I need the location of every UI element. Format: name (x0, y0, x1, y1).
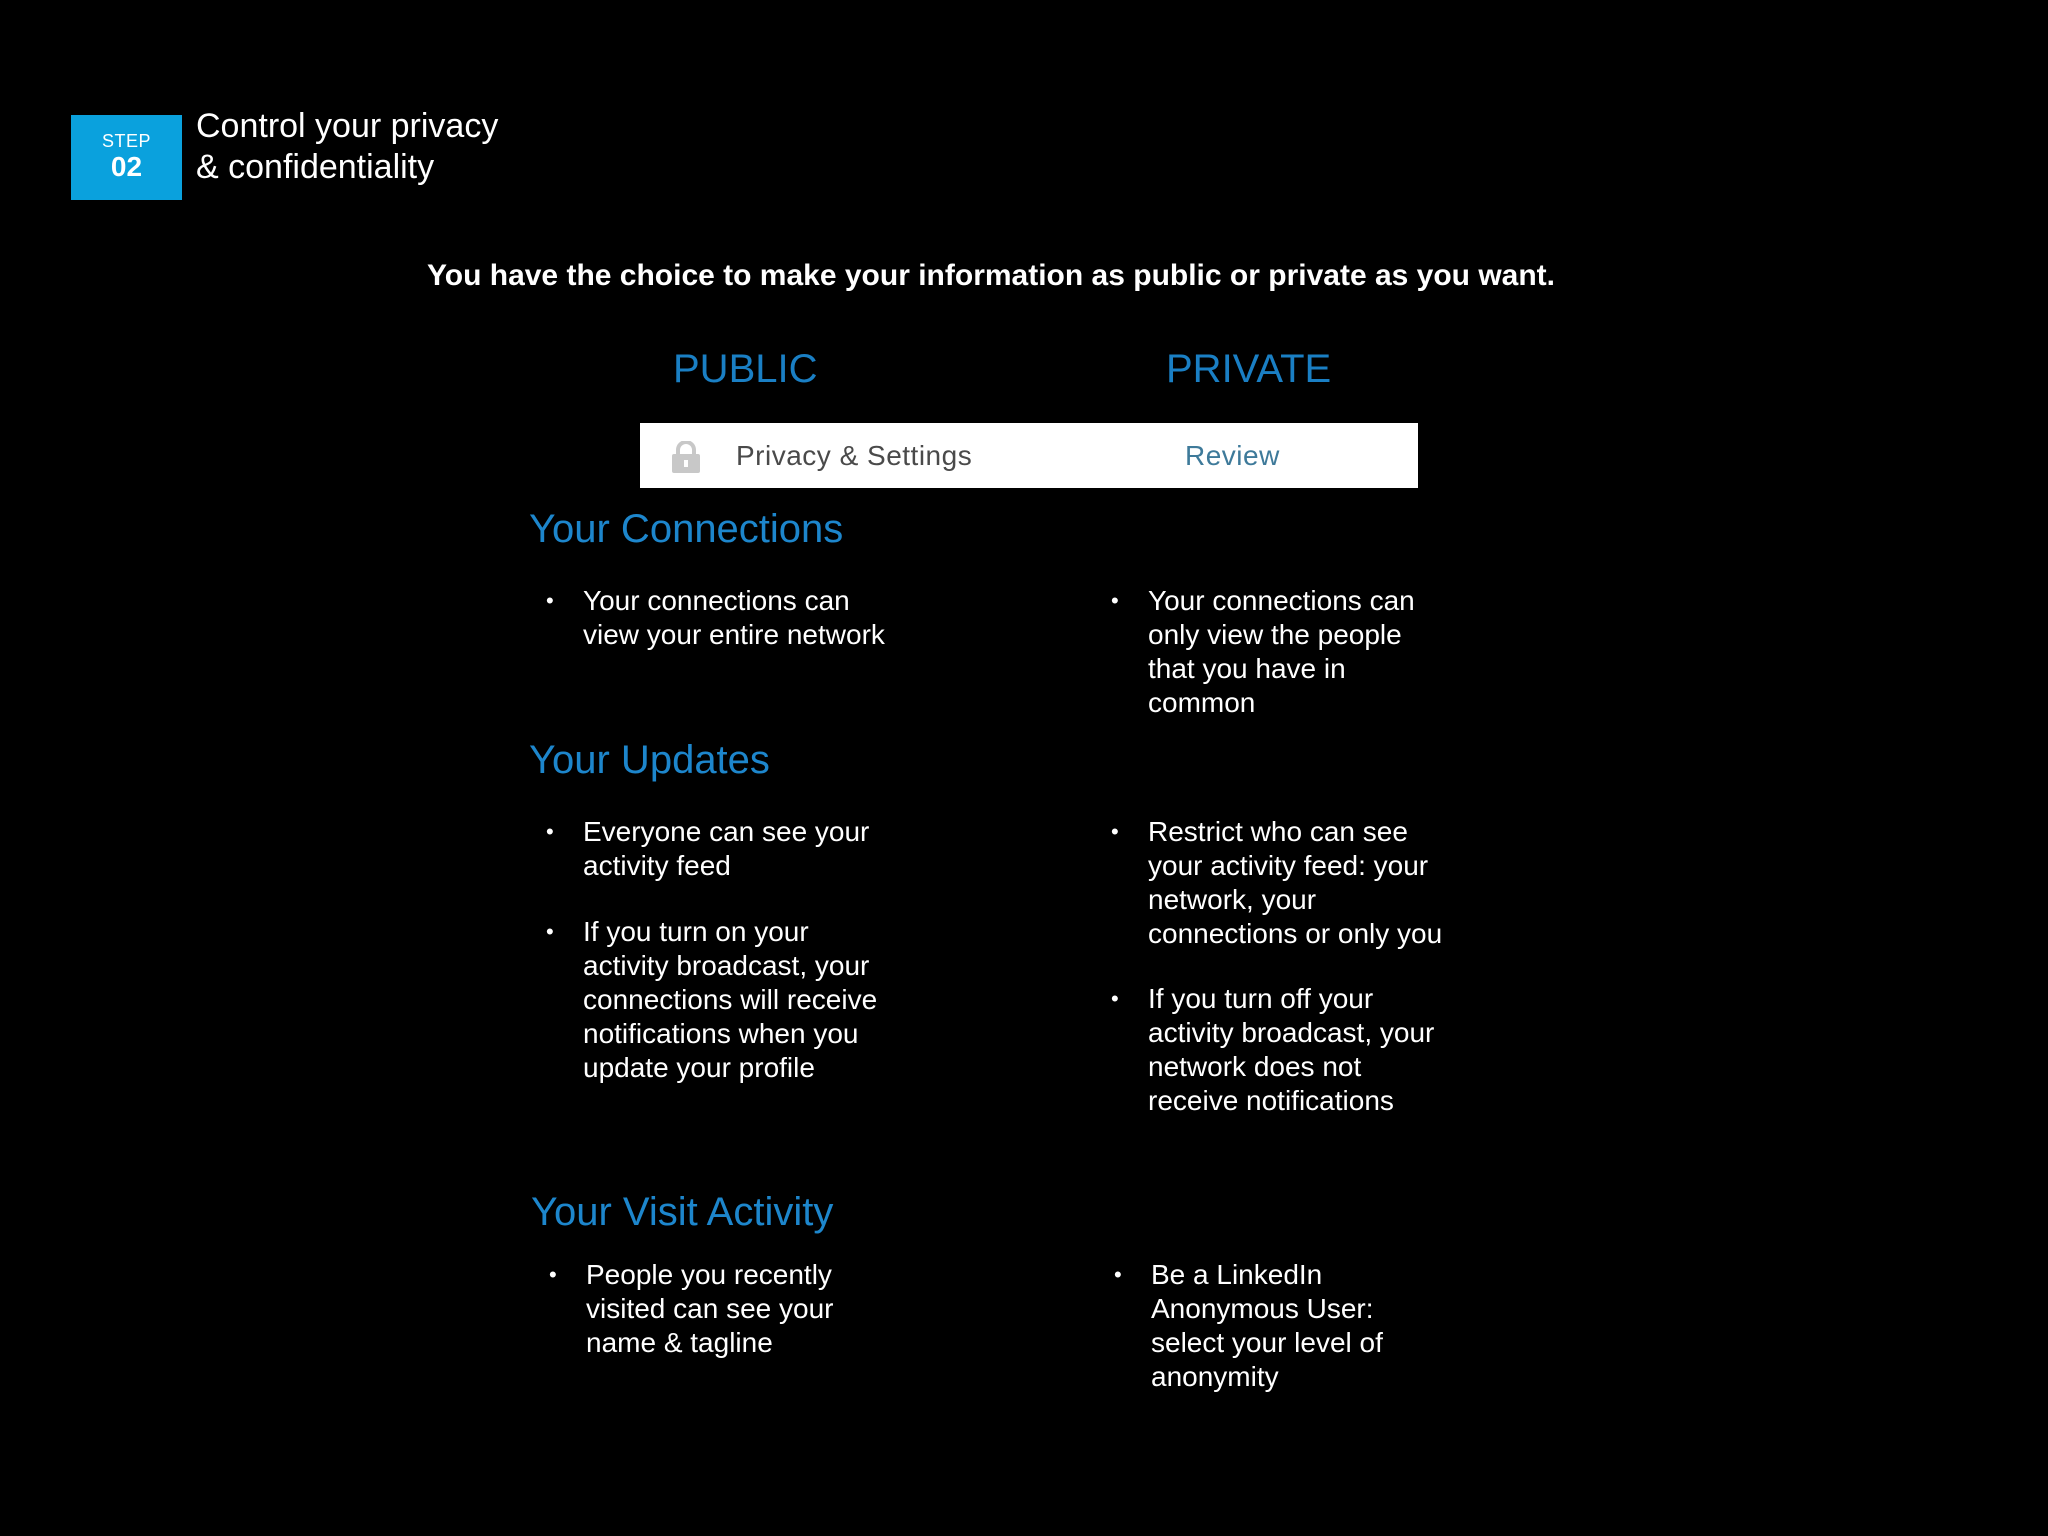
bullet-dot: • (1114, 1262, 1122, 1287)
list-item-text: Your connections can only view the people that you have in common (1148, 585, 1415, 718)
list-item-text: Restrict who can see your activity feed: your network, your connections or only you (1148, 816, 1443, 949)
list-item (1111, 982, 1435, 1118)
privacy-settings-label: Privacy & Settings (736, 440, 973, 471)
section-title-connections: Your Connections (529, 507, 844, 551)
section-title-visit-activity: Your Visit Activity (531, 1190, 834, 1234)
lock-icon (669, 441, 703, 473)
list-item-text: Everyone can see your activity feed (583, 816, 870, 881)
bullet-dot: • (546, 819, 554, 844)
list-item (1111, 584, 1415, 720)
bullet-dot: • (546, 588, 554, 613)
bullet-dot: • (1111, 819, 1119, 844)
privacy-settings-bar (640, 423, 1418, 488)
section-title-updates: Your Updates (529, 738, 770, 782)
private-column-heading: PRIVATE (1166, 347, 1332, 391)
review-link[interactable]: Review (1185, 440, 1280, 471)
list-item (1114, 1258, 1383, 1394)
public-column-heading: PUBLIC (673, 347, 818, 391)
bullet-dot: • (546, 919, 554, 944)
step-badge (71, 115, 182, 200)
step-label: STEP (101, 131, 151, 151)
list-item (1111, 815, 1443, 951)
list-item (549, 1258, 834, 1360)
list-item-text: Your connections can view your entire network (583, 585, 885, 650)
list-item-text: Be a LinkedIn Anonymous User: select your level of anonymity (1151, 1259, 1383, 1392)
list-item-text: People you recently visited can see your name & tagline (586, 1259, 834, 1358)
intro-text: You have the choice to make your information as public or private as you want. (426, 259, 1556, 292)
bullet-dot: • (1111, 588, 1119, 613)
list-item-text: If you turn off your activity broadcast, your network does not receive notifications (1148, 983, 1435, 1116)
step-number: 02 (110, 151, 143, 182)
bullet-dot: • (1111, 986, 1119, 1011)
list-item (546, 815, 870, 883)
list-item (546, 584, 885, 652)
list-item-text: If you turn on your activity broadcast, your connections will receive notifications when you update your profile (583, 916, 878, 1083)
list-item (546, 915, 878, 1085)
page-title: Control your privacy & confidentiality (196, 107, 499, 186)
bullet-dot: • (549, 1262, 557, 1287)
